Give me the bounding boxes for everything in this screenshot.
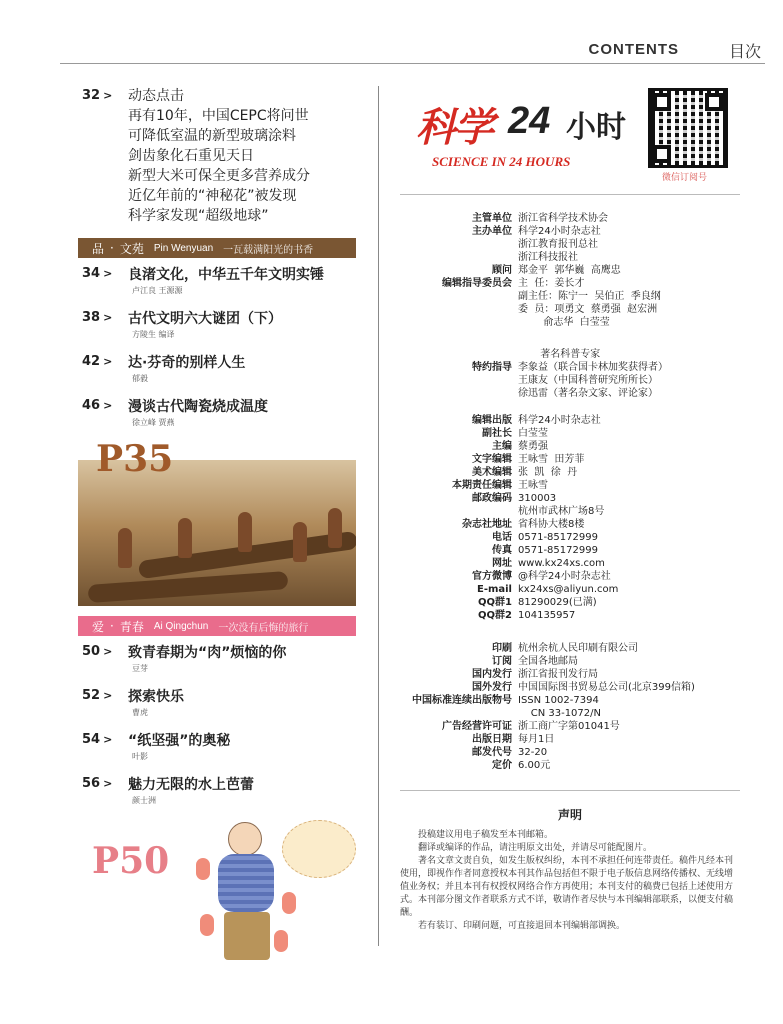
section-bar-pin-wenyuan xyxy=(78,238,356,258)
info-value: 每月1日 xyxy=(518,734,555,745)
photo-page-label: P35 xyxy=(96,438,174,480)
info-block-distribution xyxy=(400,642,740,772)
info-value: 王康友（中国科普研究所所长） xyxy=(518,375,658,386)
qr-code-icon[interactable] xyxy=(648,88,728,168)
fat-cell-icon xyxy=(274,930,288,952)
info-label: 编辑指导委员会 xyxy=(442,278,512,289)
info-row xyxy=(400,492,740,505)
info-value: 省科协大楼8楼 xyxy=(518,519,585,530)
section-name-a: 品 xyxy=(92,241,105,256)
info-label: 顾问 xyxy=(492,265,512,276)
info-label: 杂志社地址 xyxy=(462,519,512,530)
info-label: 美术编辑 xyxy=(472,467,512,478)
info-value: 主 任：姜长才 xyxy=(518,278,585,289)
info-label: E-mail xyxy=(476,584,512,595)
info-row xyxy=(400,531,740,544)
article-entry[interactable] xyxy=(78,724,356,768)
photo-figure xyxy=(118,528,132,568)
photo-figure xyxy=(293,522,307,562)
logo-number: 24 xyxy=(508,100,551,142)
info-row xyxy=(400,583,740,596)
page-number-text: 46 xyxy=(82,398,101,413)
chevron-right-icon: > xyxy=(103,89,113,102)
toc-column xyxy=(78,86,356,970)
info-row xyxy=(400,348,740,361)
article-page-number xyxy=(82,266,112,281)
info-value: www.kx24xs.com xyxy=(518,558,605,569)
info-row xyxy=(400,557,740,570)
fat-cell-icon xyxy=(196,858,210,880)
info-row xyxy=(400,681,740,694)
info-label: 主编 xyxy=(492,441,512,452)
info-label: 主办单位 xyxy=(472,226,512,237)
info-label: 邮发代号 xyxy=(472,747,512,758)
info-row xyxy=(400,733,740,746)
article-page-number xyxy=(82,398,112,413)
article-author: 卢江良 王源源 xyxy=(132,286,183,295)
chevron-right-icon: > xyxy=(103,399,113,412)
info-row xyxy=(400,453,740,466)
info-block-publisher xyxy=(400,212,740,329)
article-title: 达·芬奇的别样人生 xyxy=(128,355,246,371)
info-label: 电话 xyxy=(492,532,512,543)
info-value: 王咏雪 xyxy=(518,480,548,491)
info-row xyxy=(400,440,740,453)
info-row xyxy=(400,303,740,316)
info-value: 杭州市武林广场8号 xyxy=(518,506,605,517)
info-row xyxy=(400,668,740,681)
boy-head xyxy=(228,822,262,856)
qr-corner xyxy=(653,93,671,111)
info-label: 副社长 xyxy=(482,428,512,439)
page-header xyxy=(0,38,783,68)
section-name-b: 文苑 xyxy=(119,241,144,256)
article-title: 魅力无限的水上芭蕾 xyxy=(128,777,254,793)
info-row xyxy=(400,316,740,329)
article-page-number xyxy=(82,732,112,747)
info-value: 杭州余杭人民印刷有限公司 xyxy=(518,643,638,654)
info-value: 浙江科技报社 xyxy=(518,252,578,263)
info-value: 中国国际图书贸易总公司(北京399信箱) xyxy=(518,682,695,693)
info-row xyxy=(400,427,740,440)
article-entry[interactable] xyxy=(78,302,356,346)
page-number-text: 42 xyxy=(82,354,101,369)
article-title: 古代文明六大谜团（下） xyxy=(128,311,282,327)
info-label: 主管单位 xyxy=(472,213,512,224)
info-row xyxy=(400,570,740,583)
info-row xyxy=(400,596,740,609)
news-entry[interactable] xyxy=(78,86,356,224)
notice-body xyxy=(400,829,740,933)
header-rule xyxy=(60,63,765,64)
info-block-editorial xyxy=(400,414,740,622)
notice-paragraph: 著名文章文责自负，如发生版权纠纷，本刊不承担任何连带责任。稿件凡经本刊使用，即视作作者同意授权本刊其作品包括但不限于电子版信息网络传播权、无线增值业务权；并且本刊有权授权网络合作方再使用；本刊支付的稿费已包括上述使用方式。本刊部分图文作者联系方式不详，敬请作者尽快与本刊编辑部联系，以便支付稿酬。 xyxy=(400,856,734,918)
notice-paragraph: 若有装订、印刷问题，可直接退回本刊编辑部调换。 xyxy=(418,921,626,931)
article-entry[interactable] xyxy=(78,768,356,812)
section-separator: · xyxy=(110,619,114,633)
info-value: kx24xs@aliyun.com xyxy=(518,584,619,595)
news-item: 再有10年，中国CEPC将问世 xyxy=(128,108,309,124)
article-entry[interactable] xyxy=(78,258,356,302)
section-slogan: 一瓦载满阳光的书香 xyxy=(223,244,314,256)
article-title: “纸坚强”的奥秘 xyxy=(128,733,231,749)
info-row xyxy=(400,694,740,707)
article-title: 探索快乐 xyxy=(128,689,184,705)
info-row xyxy=(400,387,740,400)
info-label xyxy=(400,505,518,518)
article-title: 良渚文化，中华五千年文明实锤 xyxy=(128,267,324,283)
info-value: 浙工商广字第01041号 xyxy=(518,721,620,732)
news-item: 剑齿象化石重见天日 xyxy=(128,148,254,164)
info-row xyxy=(400,264,740,277)
article-author: 豆芽 xyxy=(132,664,148,673)
qr-corner xyxy=(705,93,723,111)
info-label xyxy=(400,348,518,361)
logo-cn: 科学 xyxy=(416,105,492,151)
section-name-b: 青春 xyxy=(119,619,144,634)
info-label: 订阅 xyxy=(492,656,512,667)
info-label: QQ群1 xyxy=(478,597,512,608)
info-row xyxy=(400,707,740,720)
page-number-text: 52 xyxy=(82,688,101,703)
info-block-advisors xyxy=(400,348,740,400)
info-label xyxy=(400,387,518,400)
article-list-1 xyxy=(78,258,356,434)
article-author: 方陵生 编译 xyxy=(132,330,175,339)
info-value: 6.00元 xyxy=(518,760,551,771)
page-number-text: 34 xyxy=(82,266,101,281)
info-value: 郑金平 郭华巍 高鹰忠 xyxy=(518,265,621,276)
news-item: 新型大米可保全更多营养成分 xyxy=(128,168,310,184)
article-entry[interactable] xyxy=(78,346,356,390)
info-row xyxy=(400,238,740,251)
magazine-logo xyxy=(406,92,641,176)
thought-bubble xyxy=(282,820,356,878)
info-row xyxy=(400,544,740,557)
info-label xyxy=(400,238,518,251)
article-author: 叶影 xyxy=(132,752,148,761)
info-rule xyxy=(400,790,740,791)
contents-title-cn: 目次 xyxy=(728,42,761,61)
chevron-right-icon: > xyxy=(103,777,113,790)
chevron-right-icon: > xyxy=(103,733,113,746)
info-row xyxy=(400,642,740,655)
info-value: 科学24小时杂志社 xyxy=(518,226,601,237)
info-label: 出版日期 xyxy=(472,734,512,745)
boy-body xyxy=(218,854,274,912)
info-value: 李象益（联合国卡林加奖获得者） xyxy=(518,362,668,373)
news-item: 科学家发现“超级地球” xyxy=(128,208,269,224)
article-page-number xyxy=(82,688,112,703)
fat-cell-icon xyxy=(200,914,214,936)
info-row xyxy=(400,361,740,374)
section-name-a: 爱 xyxy=(92,619,105,634)
logo-hours: 小时 xyxy=(566,110,626,145)
page-number-text: 38 xyxy=(82,310,101,325)
info-value: 浙江省报刊发行局 xyxy=(518,669,598,680)
info-value: 104135957 xyxy=(518,610,576,621)
info-value: 0571-85172999 xyxy=(518,545,598,556)
info-row xyxy=(400,720,740,733)
notice-paragraph: 翻译或编译的作品，请注明原文出处，并请尽可能配图片。 xyxy=(418,843,653,853)
info-row xyxy=(400,479,740,492)
notice-title: 声明 xyxy=(557,808,582,822)
info-value: 浙江教育报刊总社 xyxy=(518,239,598,250)
contents-title-en: CONTENTS xyxy=(588,41,679,58)
notice-box xyxy=(400,806,740,933)
chevron-right-icon: > xyxy=(103,267,113,280)
info-row xyxy=(400,374,740,387)
feature-photo xyxy=(78,438,356,606)
info-label: 传真 xyxy=(492,545,512,556)
photo-figure xyxy=(238,512,252,552)
info-label: 官方微博 xyxy=(472,571,512,582)
article-title: 致青春期为“肉”烦恼的你 xyxy=(128,645,287,661)
section-bar-ai-qingchun xyxy=(78,616,356,636)
info-label: 网址 xyxy=(492,558,512,569)
info-label xyxy=(400,374,518,387)
qr-label: 微信订阅号 xyxy=(662,173,708,183)
info-label: 广告经营许可证 xyxy=(442,721,512,732)
chevron-right-icon: > xyxy=(103,355,113,368)
info-value: 81290029(已满) xyxy=(518,597,597,608)
info-value: CN 33-1072/N xyxy=(518,708,601,719)
info-row xyxy=(400,277,740,290)
info-label: 编辑出版 xyxy=(472,415,512,426)
section-name-en: Ai Qingchun xyxy=(153,620,209,632)
info-rule xyxy=(400,194,740,195)
fat-cell-icon xyxy=(282,892,296,914)
info-value: 浙江省科学技术协会 xyxy=(518,213,608,224)
qr-corner xyxy=(653,145,671,163)
info-value: @科学24小时杂志社 xyxy=(518,571,611,582)
info-value: 张 凯 徐 丹 xyxy=(518,467,578,478)
info-value: ISSN 1002-7394 xyxy=(518,695,599,706)
photo-figure xyxy=(178,518,192,558)
info-row xyxy=(400,609,740,622)
info-row xyxy=(400,466,740,479)
info-value: 32-20 xyxy=(518,747,548,758)
feature-illustration xyxy=(78,818,356,970)
info-value: 蔡勇强 xyxy=(518,441,548,452)
info-value: 徐迅雷（著名杂文家、评论家） xyxy=(518,388,658,399)
article-page-number xyxy=(82,310,112,325)
photo-figure xyxy=(328,508,342,548)
page-number-text: 54 xyxy=(82,732,101,747)
info-label xyxy=(400,251,518,264)
info-value: 科学24小时杂志社 xyxy=(518,415,601,426)
article-page-number xyxy=(82,644,112,659)
info-label: 国内发行 xyxy=(472,669,512,680)
article-author: 郁毅 xyxy=(132,374,148,383)
article-author: 颜士洲 xyxy=(132,796,156,805)
info-label: 定价 xyxy=(492,760,512,771)
info-value: 副主任：陈宁一 吴伯正 季良纲 xyxy=(518,291,661,302)
info-row xyxy=(400,505,740,518)
article-author: 曹虎 xyxy=(132,708,148,717)
info-row xyxy=(400,290,740,303)
article-author: 徐立峰 贾燕 xyxy=(132,418,175,427)
info-label xyxy=(400,707,518,720)
chevron-right-icon: > xyxy=(103,689,113,702)
info-value: 全国各地邮局 xyxy=(518,656,578,667)
info-value: 0571-85172999 xyxy=(518,532,598,543)
news-heading: 动态点击 xyxy=(128,88,184,104)
info-row xyxy=(400,655,740,668)
info-label: 印刷 xyxy=(492,643,512,654)
info-value: 310003 xyxy=(518,493,557,504)
info-row xyxy=(400,414,740,427)
info-row xyxy=(400,518,740,531)
article-entry[interactable] xyxy=(78,390,356,434)
info-label: 文字编辑 xyxy=(472,454,512,465)
info-row xyxy=(400,212,740,225)
article-list-2 xyxy=(78,636,356,812)
chevron-right-icon: > xyxy=(103,645,113,658)
info-value: 白莹莹 xyxy=(518,428,548,439)
info-label: 邮政编码 xyxy=(472,493,512,504)
info-label xyxy=(400,316,518,329)
info-label: 本期责任编辑 xyxy=(452,480,512,491)
page-number-text: 50 xyxy=(82,644,101,659)
article-page-number xyxy=(82,354,112,369)
notice-paragraph: 投稿建议用电子稿发至本刊邮箱。 xyxy=(418,830,554,840)
article-title: 漫谈古代陶瓷烧成温度 xyxy=(128,399,268,415)
info-label xyxy=(400,290,518,303)
page-number-text: 56 xyxy=(82,776,101,791)
news-item: 近亿年前的“神秘花”被发现 xyxy=(128,188,297,204)
info-label: 特约指导 xyxy=(472,362,512,373)
logo-en: SCIENCE IN 24 HOURS xyxy=(432,154,571,169)
section-slogan: 一次没有后悔的旅行 xyxy=(218,622,309,634)
column-divider xyxy=(378,86,379,946)
chevron-right-icon: > xyxy=(103,311,113,324)
article-entry[interactable] xyxy=(78,636,356,680)
info-value: 著名科普专家 xyxy=(518,349,601,360)
info-row xyxy=(400,251,740,264)
news-item: 可降低室温的新型玻璃涂料 xyxy=(128,128,296,144)
illustration-page-label: P50 xyxy=(92,840,170,882)
info-label xyxy=(400,303,518,316)
info-value: 俞志华 白莹莹 xyxy=(518,317,610,328)
info-row xyxy=(400,746,740,759)
info-label: QQ群2 xyxy=(478,610,512,621)
section-separator: · xyxy=(110,241,114,255)
article-entry[interactable] xyxy=(78,680,356,724)
article-page-number xyxy=(82,776,112,791)
info-label: 中国标准连续出版物号 xyxy=(412,695,512,706)
info-value: 委 员：项勇文 蔡勇强 赵宏洲 xyxy=(518,304,658,315)
boy-legs xyxy=(224,912,270,960)
section-name-en: Pin Wenyuan xyxy=(153,242,214,254)
news-page-number: 32 > xyxy=(82,88,113,103)
info-row xyxy=(400,225,740,238)
news-items xyxy=(128,86,310,226)
info-label: 国外发行 xyxy=(472,682,512,693)
info-row xyxy=(400,759,740,772)
info-value: 王咏雪 田芳菲 xyxy=(518,454,585,465)
